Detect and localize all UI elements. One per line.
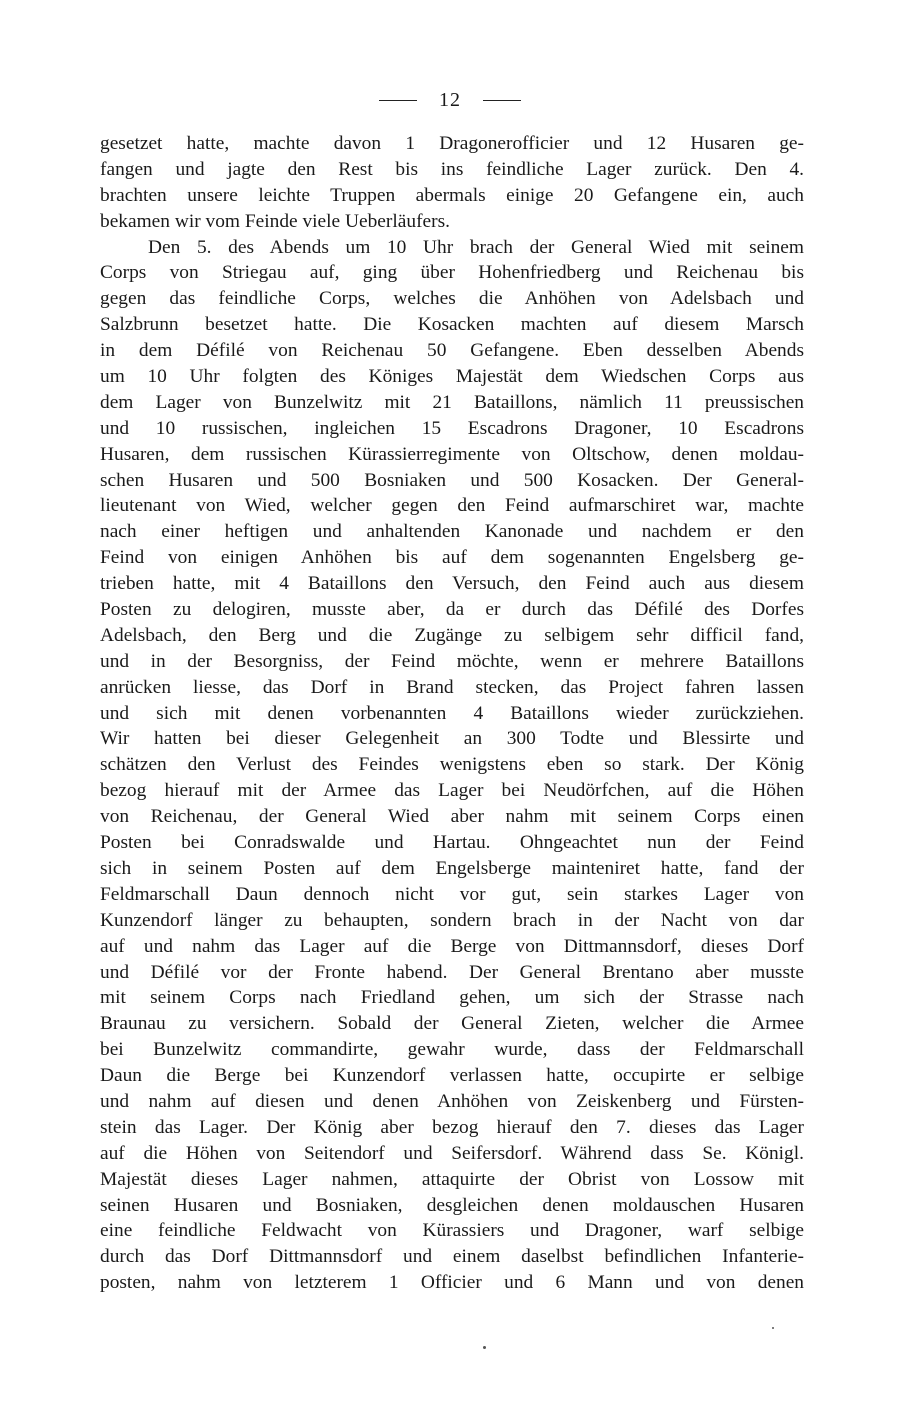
text-line: dem Lager von Bunzelwitz mit 21 Bataillons, nämlich 11 preussischen bbox=[100, 391, 804, 413]
text-line: fangen und jagte den Rest bis ins feindliche Lager zurück. Den 4. bbox=[100, 158, 804, 180]
text-line: und nahm auf diesen und denen Anhöhen von Zeiskenberg und Fürsten- bbox=[100, 1090, 804, 1112]
text-line: Braunau zu versichern. Sobald der General Zieten, welcher die Armee bbox=[100, 1013, 804, 1035]
page-number: 12 bbox=[439, 88, 461, 111]
text-line: um 10 Uhr folgten des Königes Majestät dem Wiedschen Corps aus bbox=[100, 366, 804, 388]
paragraph-start-line: Den 5. des Abends um 10 Uhr brach der General Wied mit seinem bbox=[148, 236, 804, 258]
text-line: seinen Husaren und Bosniaken, desgleichen denen moldauschen Husaren bbox=[100, 1194, 804, 1216]
text-line: Majestät dieses Lager nahmen, attaquirte der Obrist von Lossow mit bbox=[100, 1168, 804, 1190]
right-rule bbox=[483, 100, 521, 101]
text-line: Daun die Berge bei Kunzendorf verlassen hatte, occupirte er selbige bbox=[100, 1065, 804, 1087]
text-line: auf und nahm das Lager auf die Berge von Dittmannsdorf, dieses Dorf bbox=[100, 935, 804, 957]
text-line: lieutenant von Wied, welcher gegen den Feind aufmarschiret war, machte bbox=[100, 495, 804, 517]
page-header bbox=[0, 86, 900, 114]
left-rule bbox=[379, 100, 417, 101]
text-line: brachten unsere leichte Truppen abermals einige 20 Gefangene ein, auch bbox=[100, 184, 804, 206]
text-line: und sich mit denen vorbenannten 4 Bataillons wieder zurückziehen. bbox=[100, 702, 804, 724]
text-line: auf die Höhen von Seitendorf und Seifersdorf. Während dass Se. Königl. bbox=[100, 1142, 804, 1164]
text-line: Feldmarschall Daun dennoch nicht vor gut, sein starkes Lager von bbox=[100, 883, 804, 905]
text-line: durch das Dorf Dittmannsdorf und einem daselbst befindlichen Infanterie- bbox=[100, 1246, 804, 1268]
text-line: und in der Besorgniss, der Feind möchte, wenn er mehrere Bataillons bbox=[100, 650, 804, 672]
text-line: trieben hatte, mit 4 Bataillons den Versuch, den Feind auch aus diesem bbox=[100, 573, 804, 595]
text-line: Kunzendorf länger zu behaupten, sondern brach in der Nacht von dar bbox=[100, 909, 804, 931]
text-line: sich in seinem Posten auf dem Engelsberge mainteniret hatte, fand der bbox=[100, 857, 804, 879]
text-line: von Reichenau, der General Wied aber nahm mit seinem Corps einen bbox=[100, 806, 804, 828]
text-line: bezog hierauf mit der Armee das Lager bei Neudörfchen, auf die Höhen bbox=[100, 780, 804, 802]
print-speck bbox=[483, 1346, 486, 1349]
text-line: Salzbrunn besetzet hatte. Die Kosacken machten auf diesem Marsch bbox=[100, 314, 804, 336]
text-line: Feind von einigen Anhöhen bis auf dem sogenannten Engelsberg ge- bbox=[100, 547, 804, 569]
text-line: bekamen wir vom Feinde viele Ueberläufers. bbox=[100, 210, 450, 232]
text-line: anrücken liesse, das Dorf in Brand stecken, das Project fahren lassen bbox=[100, 676, 804, 698]
text-line: Posten zu delogiren, musste aber, da er durch das Défilé des Dorfes bbox=[100, 599, 804, 621]
text-line: schen Husaren und 500 Bosniaken und 500 Kosacken. Der General- bbox=[100, 469, 804, 491]
print-speck bbox=[772, 1327, 774, 1329]
text-line: nach einer heftigen und anhaltenden Kanonade und nachdem er den bbox=[100, 521, 804, 543]
body-text bbox=[100, 131, 804, 1296]
text-line: Corps von Striegau auf, ging über Hohenfriedberg und Reichenau bis bbox=[100, 262, 804, 284]
text-line: Posten bei Conradswalde und Hartau. Ohngeachtet nun der Feind bbox=[100, 832, 804, 854]
text-line: und Défilé vor der Fronte habend. Der General Brentano aber musste bbox=[100, 961, 804, 983]
text-line: Wir hatten bei dieser Gelegenheit an 300 Todte und Blessirte und bbox=[100, 728, 804, 750]
text-line: schätzen den Verlust des Feindes wenigstens eben so stark. Der König bbox=[100, 754, 804, 776]
text-line: stein das Lager. Der König aber bezog hierauf den 7. dieses das Lager bbox=[100, 1116, 804, 1138]
text-line: bei Bunzelwitz commandirte, gewahr wurde, dass der Feldmarschall bbox=[100, 1039, 804, 1061]
text-line: posten, nahm von letzterem 1 Officier und 6 Mann und von denen bbox=[100, 1272, 804, 1294]
text-line: gegen das feindliche Corps, welches die Anhöhen von Adelsbach und bbox=[100, 288, 804, 310]
text-line: und 10 russischen, ingleichen 15 Escadrons Dragoner, 10 Escadrons bbox=[100, 417, 804, 439]
text-line: eine feindliche Feldwacht von Kürassiers und Dragoner, warf selbige bbox=[100, 1220, 804, 1242]
text-line: mit seinem Corps nach Friedland gehen, um sich der Strasse nach bbox=[100, 987, 804, 1009]
text-line: Husaren, dem russischen Kürassierregimente von Oltschow, denen moldau- bbox=[100, 443, 804, 465]
text-line: Adelsbach, den Berg und die Zugänge zu selbigem sehr difficil fand, bbox=[100, 624, 804, 646]
text-line: in dem Défilé von Reichenau 50 Gefangene. Eben desselben Abends bbox=[100, 340, 804, 362]
text-line: gesetzet hatte, machte davon 1 Dragonerofficier und 12 Husaren ge- bbox=[100, 133, 804, 154]
